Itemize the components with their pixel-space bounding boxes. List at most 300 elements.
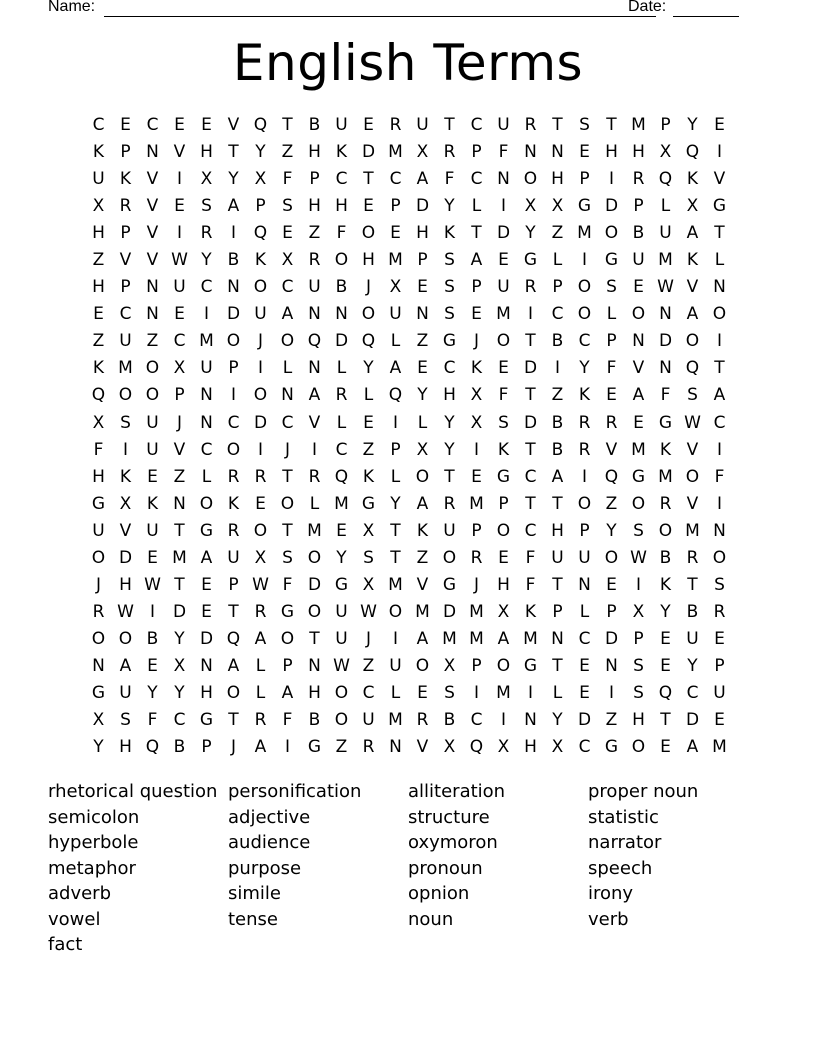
grid-letter[interactable]: A (497, 628, 510, 649)
grid-letter[interactable]: T (552, 655, 563, 676)
grid-letter[interactable]: G (604, 737, 619, 758)
grid-letter[interactable]: S (282, 196, 293, 217)
grid-letter[interactable]: I (716, 439, 722, 460)
grid-letter[interactable]: F (93, 439, 104, 460)
grid-letter[interactable]: Y (147, 682, 158, 703)
grid-letter[interactable]: C (362, 682, 375, 703)
grid-letter[interactable]: E (390, 223, 401, 244)
grid-letter[interactable]: V (416, 737, 429, 758)
grid-letter[interactable]: L (336, 358, 347, 379)
grid-letter[interactable]: D (604, 196, 619, 217)
grid-letter[interactable]: O (604, 547, 619, 568)
grid-letter[interactable]: Q (469, 737, 484, 758)
grid-letter[interactable]: M (712, 737, 727, 758)
grid-letter[interactable]: E (417, 358, 428, 379)
grid-letter[interactable]: N (92, 655, 105, 676)
grid-letter[interactable]: Z (362, 655, 375, 676)
grid-letter[interactable]: X (281, 250, 294, 271)
grid-letter[interactable]: Y (444, 439, 455, 460)
grid-letter[interactable]: C (470, 710, 483, 731)
grid-letter[interactable]: A (632, 385, 645, 406)
grid-letter[interactable]: F (147, 710, 158, 731)
grid-letter[interactable]: O (631, 737, 646, 758)
grid-letter[interactable]: H (92, 277, 105, 298)
grid-letter[interactable]: N (335, 304, 348, 325)
grid-letter[interactable]: H (308, 196, 321, 217)
grid-letter[interactable]: Y (255, 142, 266, 163)
grid-letter[interactable]: U (416, 115, 429, 135)
grid-letter[interactable]: R (254, 601, 267, 622)
grid-letter[interactable]: T (660, 710, 671, 731)
grid-letter[interactable]: N (200, 655, 213, 676)
grid-letter[interactable]: E (255, 493, 266, 514)
grid-letter[interactable]: V (227, 115, 240, 135)
grid-letter[interactable]: R (227, 520, 240, 541)
grid-letter[interactable]: N (146, 142, 159, 163)
grid-letter[interactable]: Y (336, 547, 347, 568)
grid-letter[interactable]: E (579, 655, 590, 676)
grid-letter[interactable]: E (633, 277, 644, 298)
grid-letter[interactable]: D (118, 547, 133, 568)
grid-letter[interactable]: U (92, 520, 105, 541)
grid-letter[interactable]: K (92, 142, 105, 163)
grid-letter[interactable]: V (416, 574, 429, 595)
grid-letter[interactable]: O (631, 304, 646, 325)
grid-letter[interactable]: C (227, 412, 240, 433)
grid-letter[interactable]: O (145, 358, 160, 379)
grid-letter[interactable]: U (254, 304, 267, 325)
grid-letter[interactable]: T (471, 223, 482, 244)
grid-letter[interactable]: P (579, 169, 590, 190)
grid-letter[interactable]: J (473, 331, 479, 352)
grid-letter[interactable]: L (714, 250, 725, 271)
grid-letter[interactable]: E (93, 304, 104, 325)
grid-letter[interactable]: G (91, 682, 106, 703)
grid-letter[interactable]: O (307, 601, 322, 622)
grid-letter[interactable]: M (577, 223, 592, 244)
grid-letter[interactable]: U (335, 628, 348, 649)
grid-letter[interactable]: R (308, 250, 321, 271)
grid-letter[interactable]: X (497, 737, 510, 758)
grid-letter[interactable]: A (686, 223, 699, 244)
grid-letter[interactable]: I (473, 439, 479, 460)
grid-letter[interactable]: Y (228, 169, 239, 190)
grid-letter[interactable]: O (253, 520, 268, 541)
grid-letter[interactable]: X (416, 142, 429, 163)
grid-letter[interactable]: N (281, 385, 294, 406)
grid-letter[interactable]: G (523, 250, 538, 271)
grid-letter[interactable]: T (552, 574, 563, 595)
grid-letter[interactable]: O (91, 628, 106, 649)
grid-letter[interactable]: R (254, 710, 267, 731)
grid-letter[interactable]: L (255, 682, 266, 703)
grid-letter[interactable]: Q (685, 142, 700, 163)
grid-letter[interactable]: T (282, 115, 293, 135)
grid-letter[interactable]: R (605, 412, 618, 433)
grid-letter[interactable]: R (524, 115, 537, 135)
grid-letter[interactable]: O (334, 250, 349, 271)
grid-letter[interactable]: N (632, 331, 645, 352)
grid-letter[interactable]: T (525, 493, 536, 514)
grid-letter[interactable]: X (200, 169, 213, 190)
grid-letter[interactable]: S (363, 547, 374, 568)
grid-letter[interactable]: S (201, 196, 212, 217)
grid-letter[interactable]: R (335, 385, 348, 406)
grid-letter[interactable]: Z (92, 250, 105, 271)
grid-letter[interactable]: O (496, 520, 511, 541)
grid-letter[interactable]: X (524, 196, 537, 217)
grid-letter[interactable]: J (365, 628, 371, 649)
grid-letter[interactable]: V (308, 412, 321, 433)
grid-letter[interactable]: D (199, 628, 214, 649)
grid-letter[interactable]: V (686, 277, 699, 298)
grid-letter[interactable]: R (227, 466, 240, 487)
grid-letter[interactable]: Y (201, 250, 212, 271)
grid-letter[interactable]: P (120, 142, 131, 163)
grid-letter[interactable]: T (552, 493, 563, 514)
grid-letter[interactable]: S (606, 277, 617, 298)
grid-letter[interactable]: L (255, 655, 266, 676)
grid-letter[interactable]: B (146, 628, 159, 649)
grid-letter[interactable]: S (687, 385, 698, 406)
grid-letter[interactable]: K (686, 169, 699, 190)
grid-letter[interactable]: B (335, 277, 348, 298)
grid-letter[interactable]: D (658, 331, 673, 352)
grid-letter[interactable]: C (389, 169, 402, 190)
grid-letter[interactable]: E (579, 682, 590, 703)
grid-letter[interactable]: N (308, 304, 321, 325)
grid-letter[interactable]: T (174, 520, 185, 541)
grid-letter[interactable]: G (199, 520, 214, 541)
grid-letter[interactable]: Z (281, 142, 294, 163)
grid-letter[interactable]: E (336, 520, 347, 541)
grid-letter[interactable]: P (255, 196, 266, 217)
grid-letter[interactable]: N (200, 385, 213, 406)
grid-letter[interactable]: E (660, 655, 671, 676)
grid-letter[interactable]: O (145, 385, 160, 406)
grid-letter[interactable]: T (309, 628, 320, 649)
grid-letter[interactable]: O (577, 304, 592, 325)
grid-letter[interactable]: N (524, 142, 537, 163)
grid-letter[interactable]: N (146, 277, 159, 298)
grid-letter[interactable]: N (389, 737, 402, 758)
grid-letter[interactable]: V (146, 223, 159, 244)
grid-letter[interactable]: D (415, 196, 430, 217)
grid-letter[interactable]: J (473, 574, 479, 595)
grid-letter[interactable]: R (92, 601, 105, 622)
grid-letter[interactable]: N (605, 655, 618, 676)
grid-letter[interactable]: N (713, 277, 726, 298)
grid-letter[interactable]: H (416, 223, 429, 244)
grid-letter[interactable]: P (606, 601, 617, 622)
grid-letter[interactable]: U (200, 358, 213, 379)
grid-letter[interactable]: V (686, 439, 699, 460)
grid-letter[interactable]: O (226, 331, 241, 352)
grid-letter[interactable]: A (227, 655, 240, 676)
grid-letter[interactable]: N (146, 304, 159, 325)
grid-letter[interactable]: B (686, 601, 699, 622)
grid-letter[interactable]: R (578, 439, 591, 460)
grid-letter[interactable]: Z (308, 223, 321, 244)
grid-letter[interactable]: Q (334, 466, 349, 487)
grid-letter[interactable]: P (606, 331, 617, 352)
grid-letter[interactable]: T (390, 547, 401, 568)
grid-letter[interactable]: D (361, 142, 376, 163)
grid-letter[interactable]: A (119, 655, 132, 676)
grid-letter[interactable]: R (443, 493, 456, 514)
grid-letter[interactable]: E (363, 412, 374, 433)
grid-letter[interactable]: U (146, 439, 159, 460)
grid-letter[interactable]: H (524, 737, 537, 758)
grid-letter[interactable]: P (498, 493, 509, 514)
grid-letter[interactable]: T (714, 223, 725, 244)
grid-letter[interactable]: E (201, 115, 212, 135)
grid-letter[interactable]: K (362, 466, 375, 487)
grid-letter[interactable]: Y (687, 115, 698, 135)
grid-letter[interactable]: C (686, 682, 699, 703)
grid-letter[interactable]: I (122, 439, 128, 460)
grid-letter[interactable]: C (146, 115, 159, 135)
grid-letter[interactable]: L (552, 682, 563, 703)
grid-letter[interactable]: T (687, 574, 698, 595)
grid-letter[interactable]: E (417, 277, 428, 298)
grid-letter[interactable]: T (525, 331, 536, 352)
grid-letter[interactable]: L (390, 331, 401, 352)
grid-letter[interactable]: B (551, 331, 564, 352)
grid-letter[interactable]: C (173, 331, 186, 352)
grid-letter[interactable]: U (497, 277, 510, 298)
grid-letter[interactable]: I (635, 574, 641, 595)
grid-letter[interactable]: X (551, 196, 564, 217)
grid-letter[interactable]: K (659, 574, 672, 595)
grid-letter[interactable]: N (578, 574, 591, 595)
grid-letter[interactable]: X (362, 520, 375, 541)
grid-letter[interactable]: G (307, 737, 322, 758)
grid-letter[interactable]: F (714, 466, 725, 487)
grid-letter[interactable]: A (416, 169, 429, 190)
grid-letter[interactable]: E (471, 466, 482, 487)
grid-letter[interactable]: N (200, 412, 213, 433)
grid-letter[interactable]: E (498, 358, 509, 379)
grid-letter[interactable]: A (551, 466, 564, 487)
grid-letter[interactable]: K (119, 169, 132, 190)
grid-letter[interactable]: I (581, 250, 587, 271)
grid-letter[interactable]: I (230, 385, 236, 406)
grid-letter[interactable]: H (200, 142, 213, 163)
grid-letter[interactable]: C (200, 439, 213, 460)
grid-letter[interactable]: L (201, 466, 212, 487)
grid-letter[interactable]: J (95, 574, 101, 595)
grid-letter[interactable]: U (389, 304, 402, 325)
grid-letter[interactable]: Z (92, 331, 105, 352)
grid-letter[interactable]: I (608, 682, 614, 703)
grid-letter[interactable]: O (307, 547, 322, 568)
grid-letter[interactable]: C (281, 412, 294, 433)
grid-letter[interactable]: V (605, 439, 618, 460)
grid-letter[interactable]: V (146, 196, 159, 217)
grid-letter[interactable]: I (716, 331, 722, 352)
grid-letter[interactable]: O (361, 223, 376, 244)
grid-letter[interactable]: I (716, 493, 722, 514)
grid-letter[interactable]: T (525, 439, 536, 460)
grid-letter[interactable]: P (471, 277, 482, 298)
grid-letter[interactable]: M (658, 250, 673, 271)
grid-letter[interactable]: W (333, 655, 350, 676)
grid-letter[interactable]: I (500, 710, 506, 731)
grid-letter[interactable]: H (551, 169, 564, 190)
grid-letter[interactable]: U (443, 520, 456, 541)
grid-letter[interactable]: M (118, 358, 133, 379)
grid-letter[interactable]: K (578, 385, 591, 406)
grid-letter[interactable]: P (282, 655, 293, 676)
grid-letter[interactable]: M (442, 628, 457, 649)
grid-letter[interactable]: U (146, 412, 159, 433)
grid-letter[interactable]: H (362, 250, 375, 271)
grid-letter[interactable]: J (365, 277, 371, 298)
grid-letter[interactable]: A (227, 196, 240, 217)
grid-letter[interactable]: C (470, 169, 483, 190)
grid-letter[interactable]: E (714, 628, 725, 649)
grid-letter[interactable]: E (714, 710, 725, 731)
grid-letter[interactable]: H (308, 682, 321, 703)
grid-letter[interactable]: P (390, 439, 401, 460)
grid-letter[interactable]: J (257, 331, 263, 352)
grid-letter[interactable]: M (388, 142, 403, 163)
grid-letter[interactable]: E (120, 115, 131, 135)
grid-letter[interactable]: H (497, 574, 510, 595)
grid-letter[interactable]: E (363, 196, 374, 217)
grid-letter[interactable]: O (685, 331, 700, 352)
grid-letter[interactable]: C (470, 115, 483, 135)
grid-letter[interactable]: R (200, 223, 213, 244)
grid-letter[interactable]: B (659, 547, 672, 568)
grid-letter[interactable]: G (577, 196, 592, 217)
grid-letter[interactable]: D (523, 358, 538, 379)
name-field[interactable] (104, 16, 656, 17)
grid-letter[interactable]: M (415, 601, 430, 622)
grid-letter[interactable]: O (334, 710, 349, 731)
grid-letter[interactable]: E (471, 304, 482, 325)
grid-letter[interactable]: L (336, 412, 347, 433)
grid-letter[interactable]: P (309, 169, 320, 190)
grid-letter[interactable]: S (714, 574, 725, 595)
grid-letter[interactable]: R (470, 547, 483, 568)
grid-letter[interactable]: G (361, 493, 376, 514)
grid-letter[interactable]: E (174, 304, 185, 325)
grid-letter[interactable]: M (334, 493, 349, 514)
grid-letter[interactable]: P (579, 520, 590, 541)
grid-letter[interactable]: I (230, 223, 236, 244)
grid-letter[interactable]: V (686, 493, 699, 514)
grid-letter[interactable]: Y (444, 412, 455, 433)
grid-letter[interactable]: H (308, 142, 321, 163)
grid-letter[interactable]: Z (416, 331, 429, 352)
grid-letter[interactable]: M (199, 331, 214, 352)
grid-letter[interactable]: Y (174, 682, 185, 703)
grid-letter[interactable]: C (200, 277, 213, 298)
grid-letter[interactable]: B (308, 115, 321, 135)
grid-letter[interactable]: E (201, 601, 212, 622)
grid-letter[interactable]: C (335, 439, 348, 460)
grid-letter[interactable]: K (524, 601, 537, 622)
grid-letter[interactable]: A (416, 493, 429, 514)
grid-letter[interactable]: C (551, 304, 564, 325)
grid-letter[interactable]: K (146, 493, 159, 514)
grid-letter[interactable]: X (254, 547, 267, 568)
grid-letter[interactable]: E (660, 737, 671, 758)
grid-letter[interactable]: V (173, 142, 186, 163)
grid-letter[interactable]: H (119, 737, 132, 758)
grid-letter[interactable]: S (579, 115, 590, 135)
grid-letter[interactable]: C (335, 169, 348, 190)
grid-letter[interactable]: D (172, 601, 187, 622)
grid-letter[interactable]: S (633, 655, 644, 676)
grid-letter[interactable]: H (92, 223, 105, 244)
grid-letter[interactable]: Y (363, 358, 374, 379)
grid-letter[interactable]: C (173, 710, 186, 731)
grid-letter[interactable]: G (523, 655, 538, 676)
grid-letter[interactable]: C (443, 358, 456, 379)
grid-letter[interactable]: O (280, 628, 295, 649)
grid-letter[interactable]: I (257, 358, 263, 379)
grid-letter[interactable]: P (633, 196, 644, 217)
grid-letter[interactable]: X (443, 655, 456, 676)
grid-letter[interactable]: X (92, 412, 105, 433)
grid-letter[interactable]: F (336, 223, 347, 244)
grid-letter[interactable]: Y (93, 737, 104, 758)
grid-letter[interactable]: X (659, 142, 672, 163)
grid-letter[interactable]: G (280, 601, 295, 622)
grid-letter[interactable]: L (390, 466, 401, 487)
grid-letter[interactable]: G (658, 412, 673, 433)
grid-letter[interactable]: D (253, 412, 268, 433)
grid-letter[interactable]: I (176, 223, 182, 244)
grid-letter[interactable]: D (307, 574, 322, 595)
grid-letter[interactable]: M (631, 115, 646, 135)
grid-letter[interactable]: F (525, 547, 536, 568)
grid-letter[interactable]: I (500, 196, 506, 217)
grid-letter[interactable]: A (389, 358, 402, 379)
grid-letter[interactable]: K (227, 493, 240, 514)
grid-letter[interactable]: T (174, 574, 185, 595)
grid-letter[interactable]: S (633, 682, 644, 703)
grid-letter[interactable]: T (444, 466, 455, 487)
grid-letter[interactable]: X (551, 737, 564, 758)
grid-letter[interactable]: X (92, 196, 105, 217)
grid-letter[interactable]: K (497, 439, 510, 460)
grid-letter[interactable]: B (308, 710, 321, 731)
grid-letter[interactable]: V (173, 439, 186, 460)
grid-letter[interactable]: N (497, 169, 510, 190)
grid-letter[interactable]: S (444, 304, 455, 325)
grid-letter[interactable]: O (496, 331, 511, 352)
grid-letter[interactable]: N (659, 304, 672, 325)
grid-letter[interactable]: T (282, 466, 293, 487)
grid-letter[interactable]: E (201, 574, 212, 595)
grid-letter[interactable]: E (498, 547, 509, 568)
grid-letter[interactable]: N (524, 710, 537, 731)
grid-letter[interactable]: C (713, 412, 726, 433)
grid-letter[interactable]: H (335, 196, 348, 217)
grid-letter[interactable]: O (388, 601, 403, 622)
grid-letter[interactable]: H (443, 385, 456, 406)
grid-letter[interactable]: I (284, 737, 290, 758)
grid-letter[interactable]: U (632, 250, 645, 271)
grid-letter[interactable]: T (714, 358, 725, 379)
grid-letter[interactable]: I (527, 682, 533, 703)
grid-letter[interactable]: B (551, 412, 564, 433)
grid-letter[interactable]: X (389, 277, 402, 298)
